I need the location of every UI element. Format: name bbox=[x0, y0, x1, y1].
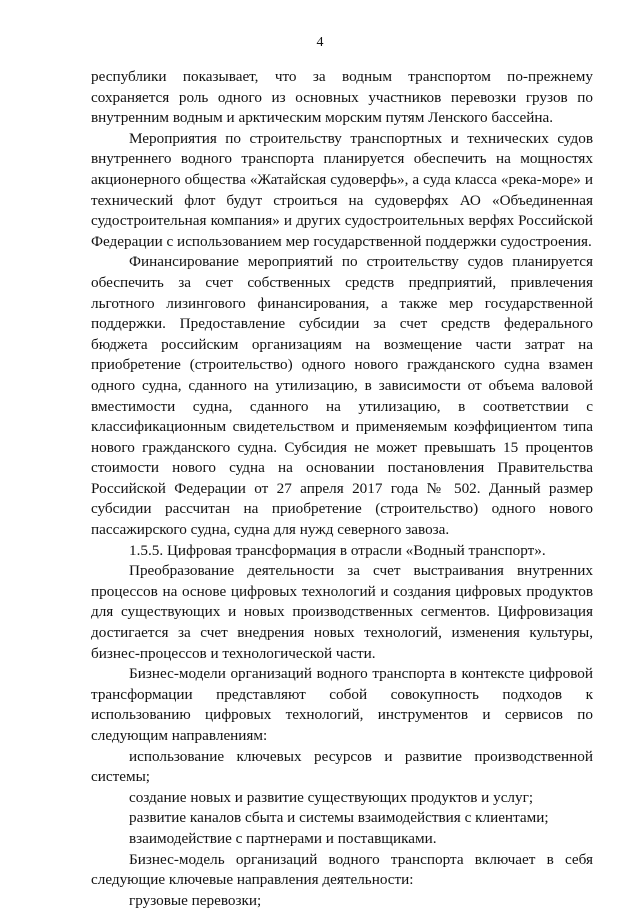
list-item: развитие каналов сбыта и системы взаимодействия с клиентами; bbox=[129, 809, 549, 827]
list-item: взаимодействие с партнерами и поставщиками. bbox=[129, 829, 437, 847]
paragraph-financing: Финансирование мероприятий по строительству судов планируется обеспечить за счет собственных средств предприятий, привлечения льготного лизингового финансирования, а также мер государственной поддержки. Предоставление субсидии за счет средств федерального бюджета российским организациям на возмещение части затрат на приобретение (строительство) одного нового гражданского судна взамен одного судна, сданного на утилизацию, в зависимости от объема валовой вместимости судна, сданного на утилизацию, в соответствии с классификационным свидетельством и применяемым коэффициентом типа нового гражданского судна. Субсидия не может превышать 15 процентов стоимости нового судна на основании постановления Правительства Российской Федерации от 27 апреля 2017 года № 502. Данный размер субсидии рассчитан на приобретение (строительство) одного нового пассажирского судна, судна для нужд северного завоза. bbox=[91, 253, 593, 539]
page-number: 4 bbox=[316, 35, 324, 50]
paragraph-transformation: Преобразование деятельности за счет выстраивания внутренних процессов на основе цифровых технологий и создания цифровых продуктов для существующих и новых производственных сегментов. Цифровизация достигается за счет внедрения новых технологий, изменения культуры, бизнес-процессов и технологической части. bbox=[91, 562, 593, 662]
paragraph-key-directions: Бизнес-модель организаций водного транспорта включает в себя следующие ключевые направления деятельности: bbox=[91, 850, 593, 889]
list-item: использование ключевых ресурсов и развитие производственной системы; bbox=[91, 747, 593, 786]
paragraph-continuation: республики показывает, что за водным транспортом по-прежнему сохраняется роль одного из основных участников перевозки грузов по внутренним водным и арктическим морским путям Ленского бассейна. bbox=[91, 68, 593, 127]
list-item: создание новых и развитие существующих продуктов и услуг; bbox=[129, 788, 534, 806]
section-heading-digital-transformation: 1.5.5. Цифровая трансформация в отрасли «Водный транспорт». bbox=[129, 541, 546, 559]
paragraph-business-models: Бизнес-модели организаций водного транспорта в контексте цифровой трансформации представляют собой совокупность подходов к использованию цифровых технологий, инструментов и сервисов по следующим направлениям: bbox=[91, 665, 593, 744]
document-body bbox=[91, 67, 593, 911]
paragraph-shipbuilding: Мероприятия по строительству транспортных и технических судов внутреннего водного транспорта планируется обеспечить на мощностях акционерного общества «Жатайская судоверфь», а суда класса «река-море» и технический флот будут строиться на судоверфях АО «Объединенная судостроительная компания» и других судостроительных верфях Российской Федерации с использованием мер государственной поддержки судостроения. bbox=[91, 129, 593, 250]
list-item: грузовые перевозки; bbox=[129, 891, 262, 909]
